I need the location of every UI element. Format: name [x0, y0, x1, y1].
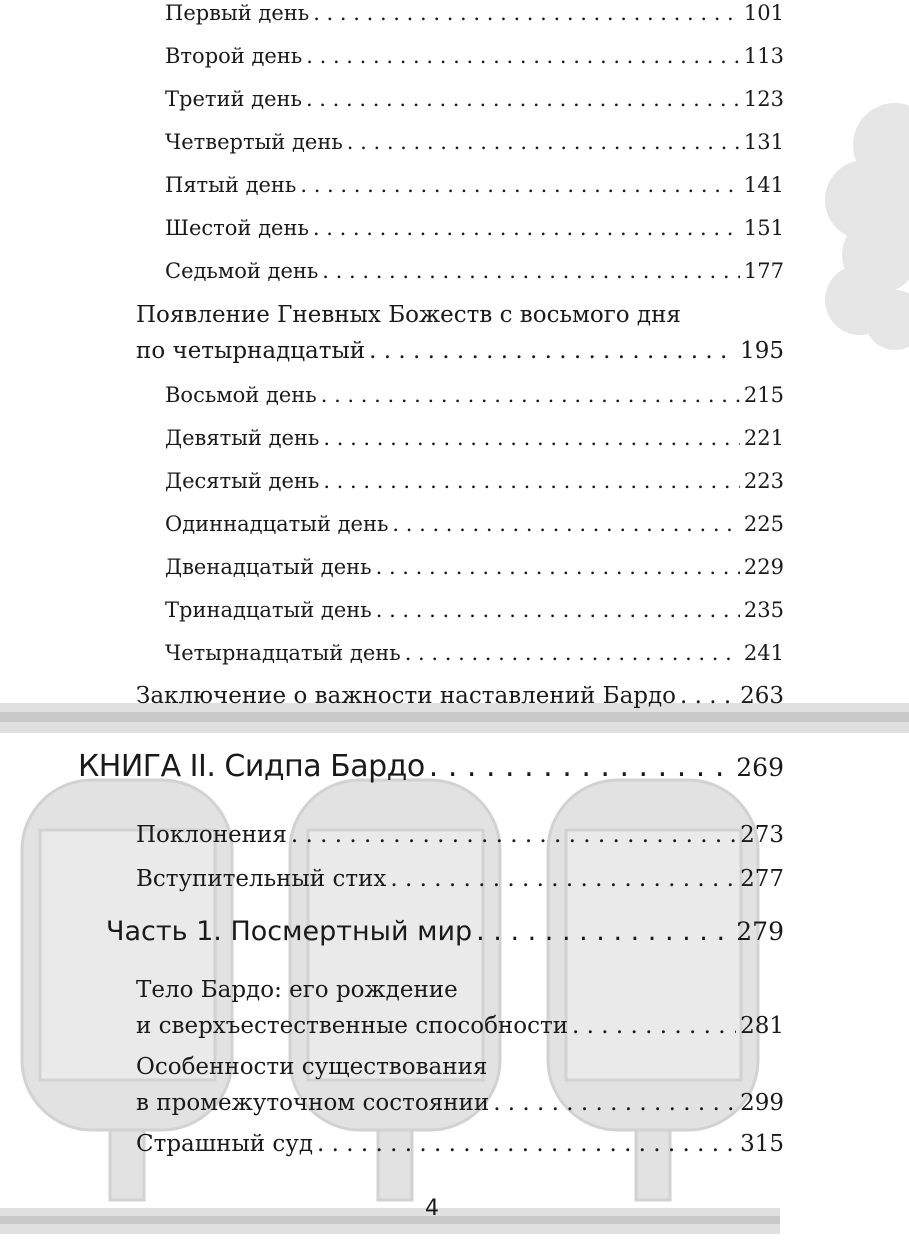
entry-page: 195 — [740, 338, 784, 364]
leader-dots — [405, 640, 740, 666]
entry-page: 225 — [743, 512, 784, 536]
toc-entry[interactable] — [165, 258, 784, 284]
toc-entry[interactable] — [165, 215, 784, 241]
entry-page: 229 — [743, 555, 784, 579]
toc-entry-line1[interactable]: Тело Бардо: его рождение — [136, 977, 458, 1003]
toc-entry[interactable] — [165, 172, 784, 198]
toc-entry[interactable] — [136, 1090, 784, 1116]
toc-entry[interactable] — [136, 1013, 784, 1039]
entry-title: по четырнадцатый — [136, 338, 366, 364]
entry-page: 279 — [736, 917, 784, 946]
leader-dots — [306, 43, 740, 69]
entry-page: 299 — [740, 1090, 784, 1116]
toc-entry[interactable] — [165, 425, 784, 451]
leader-dots — [376, 554, 740, 580]
entry-title: Восьмой день — [165, 383, 317, 407]
entry-title: Шестой день — [165, 216, 309, 240]
leader-dots — [317, 1131, 736, 1157]
entry-page: 177 — [743, 259, 784, 283]
entry-title: КНИГА II. Сидпа Бардо — [78, 749, 425, 784]
entry-page: 223 — [743, 469, 784, 493]
leader-dots — [392, 511, 740, 537]
entry-title: Поклонения — [136, 822, 287, 848]
leader-dots — [572, 1013, 736, 1039]
toc-entry[interactable] — [165, 597, 784, 623]
toc-book-heading[interactable] — [78, 750, 784, 785]
entry-title: Первый день — [165, 1, 310, 25]
entry-page: 241 — [743, 641, 784, 665]
leader-dots — [390, 866, 736, 892]
toc-entry[interactable] — [165, 468, 784, 494]
toc-entry[interactable] — [165, 43, 784, 69]
entry-page: 221 — [743, 426, 784, 450]
entry-page: 281 — [740, 1013, 784, 1039]
entry-page: 263 — [740, 683, 784, 709]
entry-title: Пятый день — [165, 173, 297, 197]
leader-dots — [429, 750, 733, 784]
entry-title: и сверхъестественные способности — [136, 1013, 569, 1039]
leader-dots — [321, 382, 740, 408]
entry-title: Страшный суд — [136, 1131, 313, 1157]
entry-page: 315 — [740, 1131, 784, 1157]
leader-dots — [322, 258, 740, 284]
leader-dots — [347, 129, 740, 155]
toc-entry[interactable] — [165, 382, 784, 408]
toc-entry[interactable] — [165, 129, 784, 155]
entry-title: Одиннадцатый день — [165, 512, 389, 536]
entry-page: 101 — [743, 1, 784, 25]
toc-entry[interactable] — [165, 0, 784, 26]
entry-page: 151 — [743, 216, 784, 240]
leader-dots — [476, 917, 732, 947]
entry-title: Заключение о важности наставлений Бардо — [136, 683, 677, 709]
leader-dots — [313, 0, 740, 26]
entry-page: 277 — [740, 866, 784, 892]
leader-dots — [369, 338, 736, 364]
entry-title: Двенадцатый день — [165, 555, 372, 579]
entry-page: 273 — [740, 822, 784, 848]
leader-dots — [313, 215, 740, 241]
toc-entry[interactable] — [136, 683, 784, 709]
entry-page: 141 — [743, 173, 784, 197]
entry-title: Часть 1. Посмертный мир — [106, 916, 473, 947]
entry-page: 235 — [743, 598, 784, 622]
leader-dots — [680, 683, 736, 709]
entry-title: Четырнадцатый день — [165, 641, 401, 665]
leader-dots — [291, 822, 736, 848]
toc-entry[interactable] — [165, 86, 784, 112]
entry-title: Второй день — [165, 44, 303, 68]
entry-title: Седьмой день — [165, 259, 319, 283]
leader-dots — [323, 425, 740, 451]
entry-title: в промежуточном состоянии — [136, 1090, 490, 1116]
toc-entry-line1[interactable]: Особенности существования — [136, 1054, 488, 1080]
entry-page: 113 — [743, 44, 784, 68]
entry-title: Девятый день — [165, 426, 320, 450]
entry-page: 269 — [736, 753, 784, 782]
leader-dots — [323, 468, 740, 494]
toc-entry[interactable] — [136, 866, 784, 892]
toc-entry[interactable] — [136, 338, 784, 364]
toc-entry[interactable] — [136, 822, 784, 848]
toc-entry[interactable] — [165, 554, 784, 580]
toc-part-heading[interactable] — [106, 917, 784, 947]
entry-title: Тринадцатый день — [165, 598, 372, 622]
entry-title: Вступительный стих — [136, 866, 387, 892]
leader-dots — [493, 1090, 736, 1116]
entry-title: Четвертый день — [165, 130, 343, 154]
toc-entry[interactable] — [165, 511, 784, 537]
entry-page: 215 — [743, 383, 784, 407]
toc-entry[interactable] — [136, 1131, 784, 1157]
entry-title: Десятый день — [165, 469, 320, 493]
entry-page: 131 — [743, 130, 784, 154]
page-number: 4 — [425, 1196, 439, 1221]
entry-title: Третий день — [165, 87, 302, 111]
entry-page: 123 — [743, 87, 784, 111]
toc-entry[interactable] — [165, 640, 784, 666]
leader-dots — [306, 86, 740, 112]
leader-dots — [376, 597, 740, 623]
toc-entry-line1[interactable]: Появление Гневных Божеств с восьмого дня — [136, 302, 681, 328]
leader-dots — [300, 172, 740, 198]
